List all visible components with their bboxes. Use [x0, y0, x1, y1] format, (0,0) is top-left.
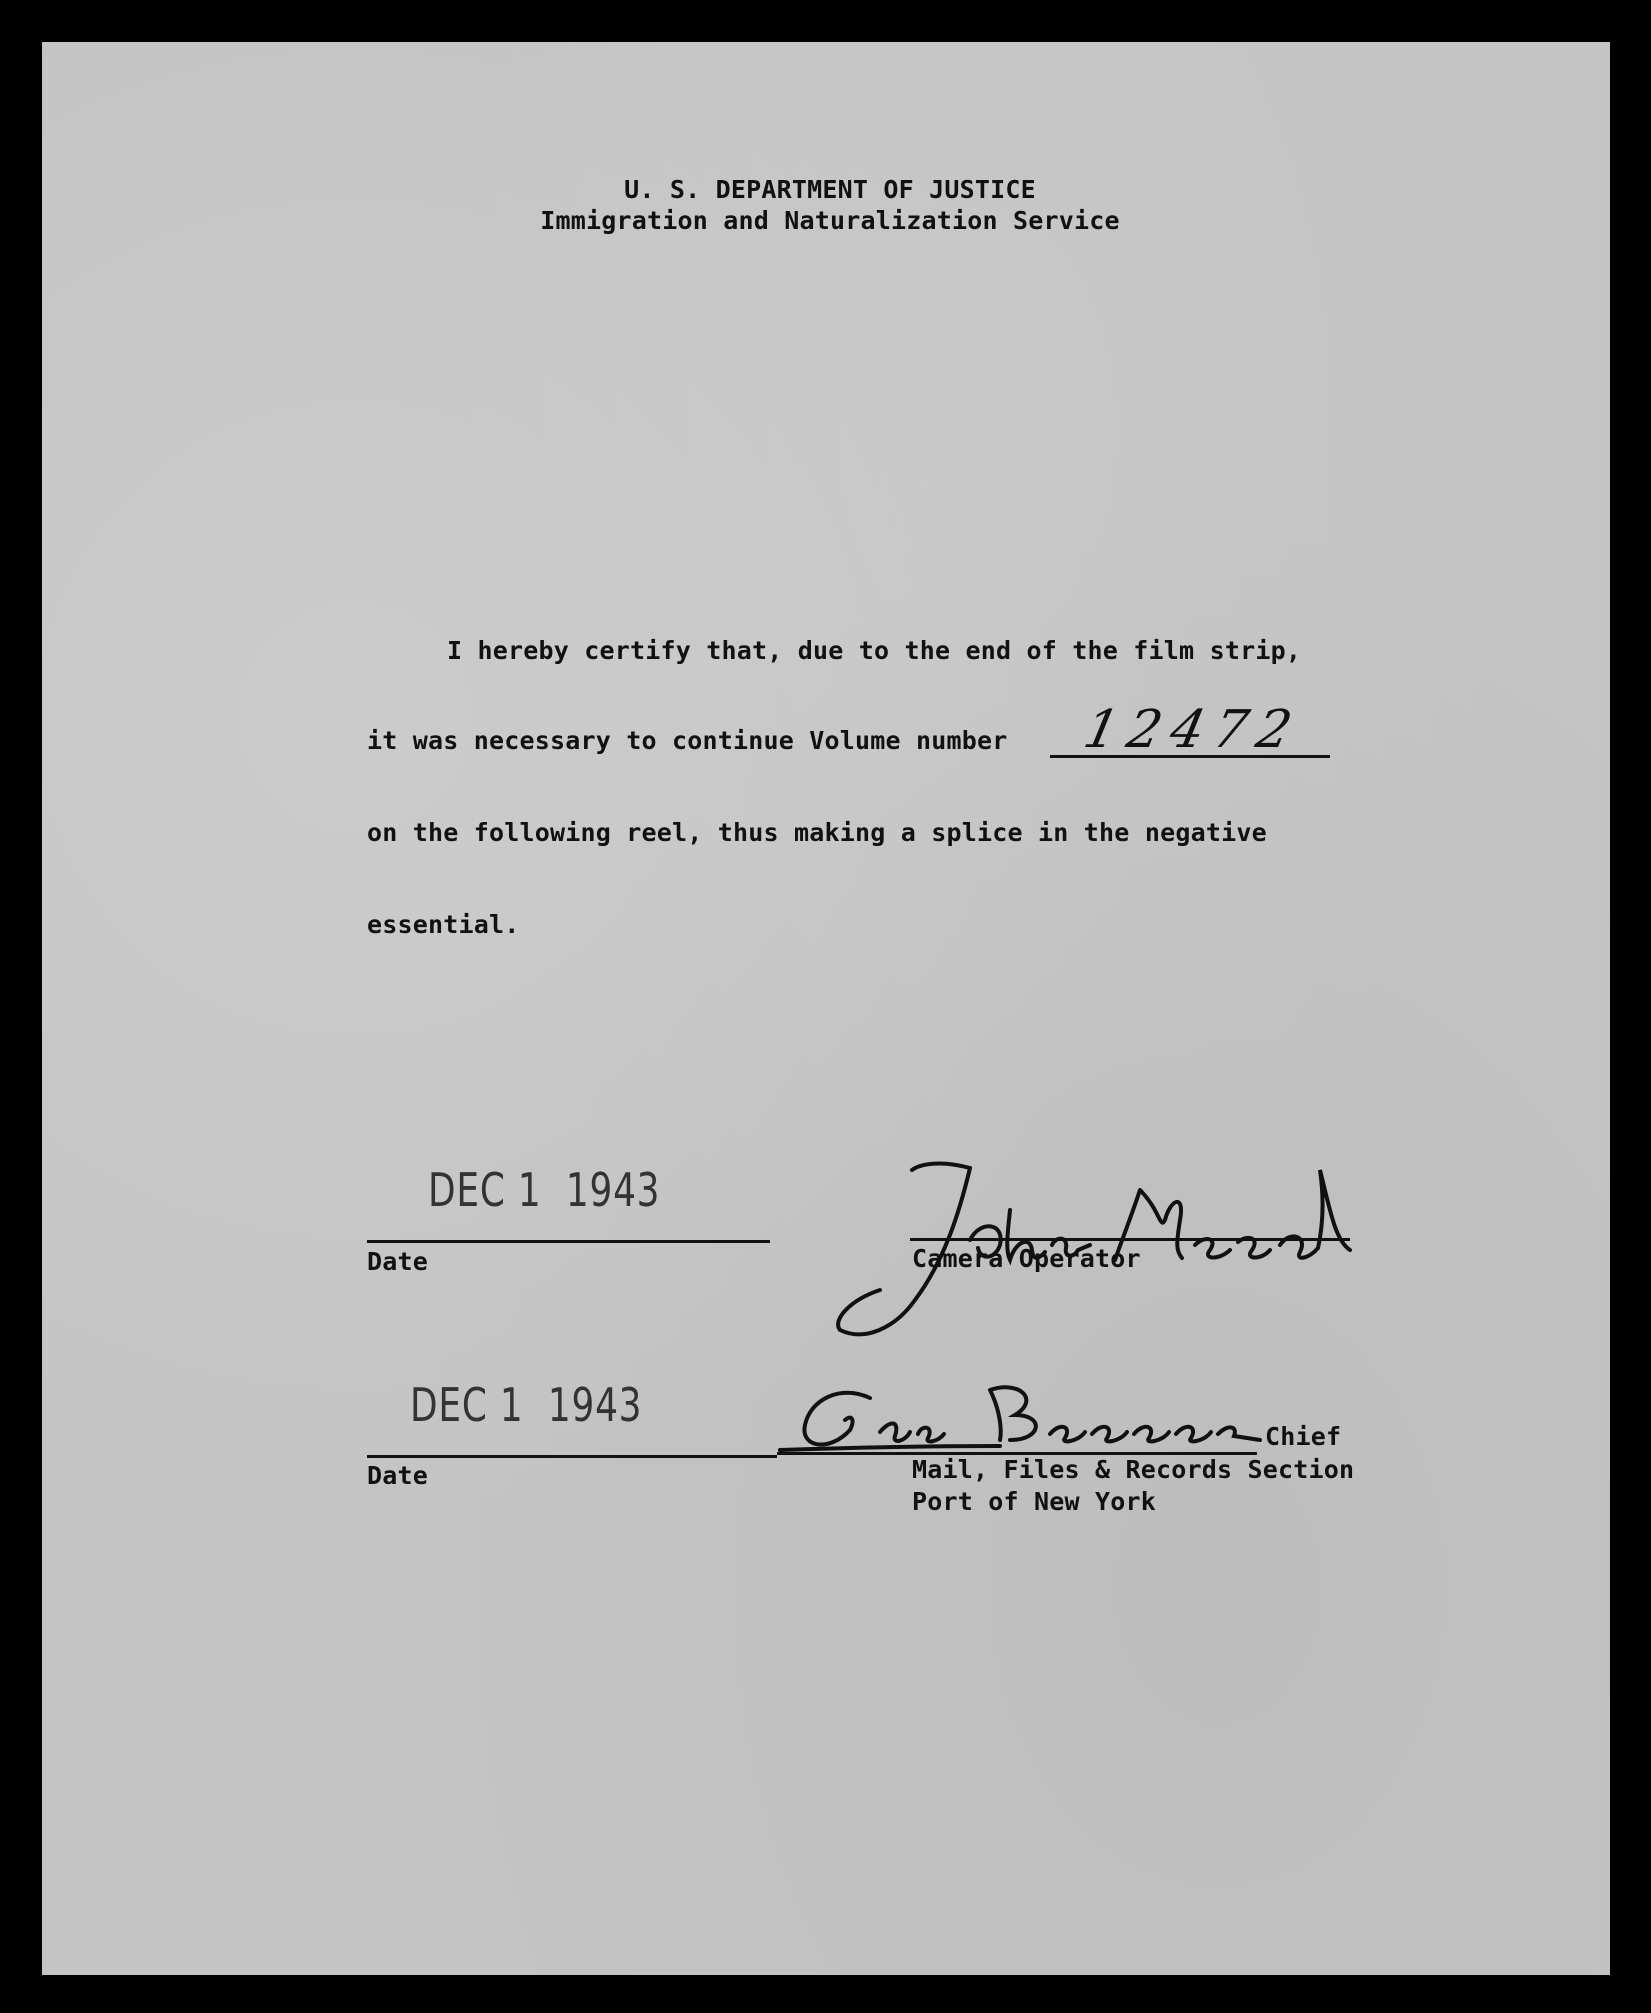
- certify-line-4: essential.: [367, 910, 520, 939]
- signature-geo-baeeker: [760, 1370, 1280, 1470]
- date-label-2: Date: [367, 1461, 429, 1490]
- volume-number: 12472: [1078, 700, 1307, 760]
- document-page: [42, 42, 1610, 1975]
- section-title: Mail, Files & Records Section: [912, 1455, 1355, 1484]
- certify-line-1: I hereby certify that, due to the end of the film strip,: [447, 636, 1302, 665]
- date-line-2: [367, 1455, 777, 1458]
- header-department: U. S. DEPARTMENT OF JUSTICE: [624, 175, 1036, 204]
- date-label-1: Date: [367, 1247, 429, 1276]
- camera-operator-title: Camera Operator: [912, 1244, 1141, 1273]
- date-stamp-1: DEC 1 1943: [428, 1163, 661, 1217]
- signature-john-mead: [820, 1150, 1360, 1340]
- certify-line-3: on the following reel, thus making a splice in the negative: [367, 818, 1267, 847]
- certify-line-2: it was necessary to continue Volume number: [367, 726, 1008, 755]
- date-line-1: [367, 1240, 770, 1243]
- date-stamp-2: DEC 1 1943: [410, 1378, 643, 1432]
- port-title: Port of New York: [912, 1487, 1157, 1516]
- header-service: Immigration and Naturalization Service: [540, 206, 1120, 235]
- chief-title: Chief: [1265, 1422, 1342, 1451]
